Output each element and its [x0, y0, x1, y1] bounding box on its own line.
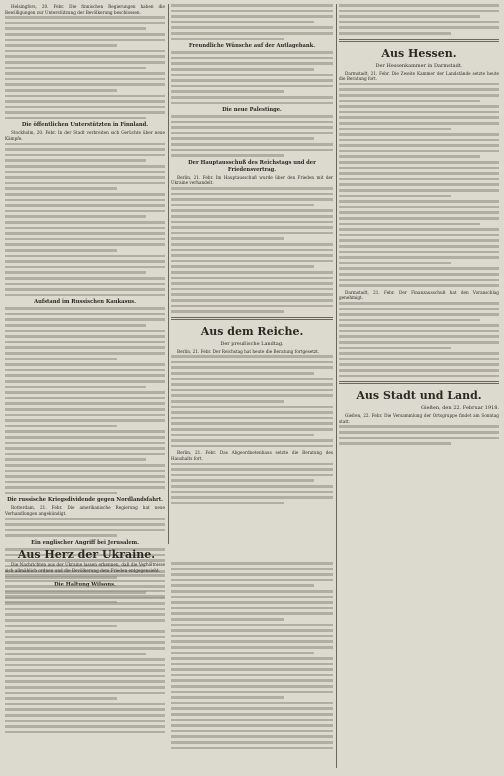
- article-text: Berlin, 21. Febr. Im Hauptausschuß wurde über den Frieden mit der Ukraine verhandelt.: [171, 174, 333, 186]
- article-heading: Die neue Palestinge.: [222, 107, 282, 114]
- article-text: Helsingfors, 20. Febr. Die finnischen Regierungen haben die Bewilligungen zur Unterstützung der Bevölkerung beschlossen.: [5, 4, 165, 15]
- feuilleton-title: Aus Herz der Ukraine.: [17, 548, 156, 561]
- column-3: [339, 4, 499, 448]
- article-heading: Die russische Kriegsdividende gegen Nordlandsfahrt.: [7, 497, 163, 504]
- feuilleton-column: [171, 562, 333, 752]
- divider: [171, 317, 333, 320]
- column-rule: [336, 4, 337, 768]
- article-heading: Aufstand im Russischen Kaukasus.: [34, 299, 136, 306]
- section-title: Aus dem Reiche.: [200, 324, 304, 338]
- section-subtitle: Der preußische Landtag.: [220, 340, 284, 347]
- article-text: Gießen, 22. Febr. Die Versammlung der Ortsgruppe findet am Sonntag statt.: [339, 413, 499, 424]
- article-text: Stockholm, 20. Febr. In der Stadt verbreiten sich Gerüchte über neue Kämpfe.: [5, 130, 165, 142]
- feuilleton-column: [5, 562, 165, 736]
- article-text: Darmstadt, 21. Febr. Der Finanzausschuß hat den Voranschlag genehmigt.: [339, 289, 499, 301]
- article-heading: Freundliche Wünsche auf der Autlagebank.: [188, 43, 316, 50]
- feuilleton-header: [5, 548, 168, 562]
- feuilleton-section: [5, 548, 499, 573]
- column-2: [171, 4, 333, 507]
- article-text: Rotterdam, 21. Febr. Die amerikanische Regierung hat neue Verhandlungen angekündigt.: [5, 505, 165, 517]
- article-text: Berlin, 21. Febr. Das Abgeordnetenhaus setzte die Beratung des Haushalts fort.: [171, 450, 333, 461]
- dateline: Gießen, den 22. Februar 1918.: [420, 405, 499, 412]
- column-rule: [168, 4, 169, 544]
- divider: [339, 39, 499, 42]
- column-1: [5, 4, 165, 606]
- article-heading: Die öffentlichen Unterstützten in Finnland.: [21, 122, 149, 129]
- article-text: Darmstadt, 21. Febr. Die Zweite Kammer der Landstände setzte heute die Beratung fort.: [339, 70, 499, 82]
- divider: [339, 381, 499, 384]
- section-title: Aus Hessen.: [381, 46, 457, 60]
- section-subtitle: Der Hessenkammer in Darmstadt.: [375, 62, 463, 69]
- article-text: Berlin, 21. Febr. Der Reichstag hat heute die Beratung fortgesetzt.: [177, 348, 320, 354]
- section-title: Aus Stadt und Land.: [356, 389, 482, 403]
- article-text: Die Nachrichten aus der Ukraine lassen erkennen, daß die Verhältnisse sich allmählich ordnen und die Bevölkerung dem Frieden entgegensieht.: [5, 562, 165, 573]
- article-heading: Ein englischer Angriff bei Jerusalem.: [31, 540, 139, 547]
- article-heading: Der Hauptausschuß des Reichstags und der Friedensvertrag.: [188, 159, 316, 173]
